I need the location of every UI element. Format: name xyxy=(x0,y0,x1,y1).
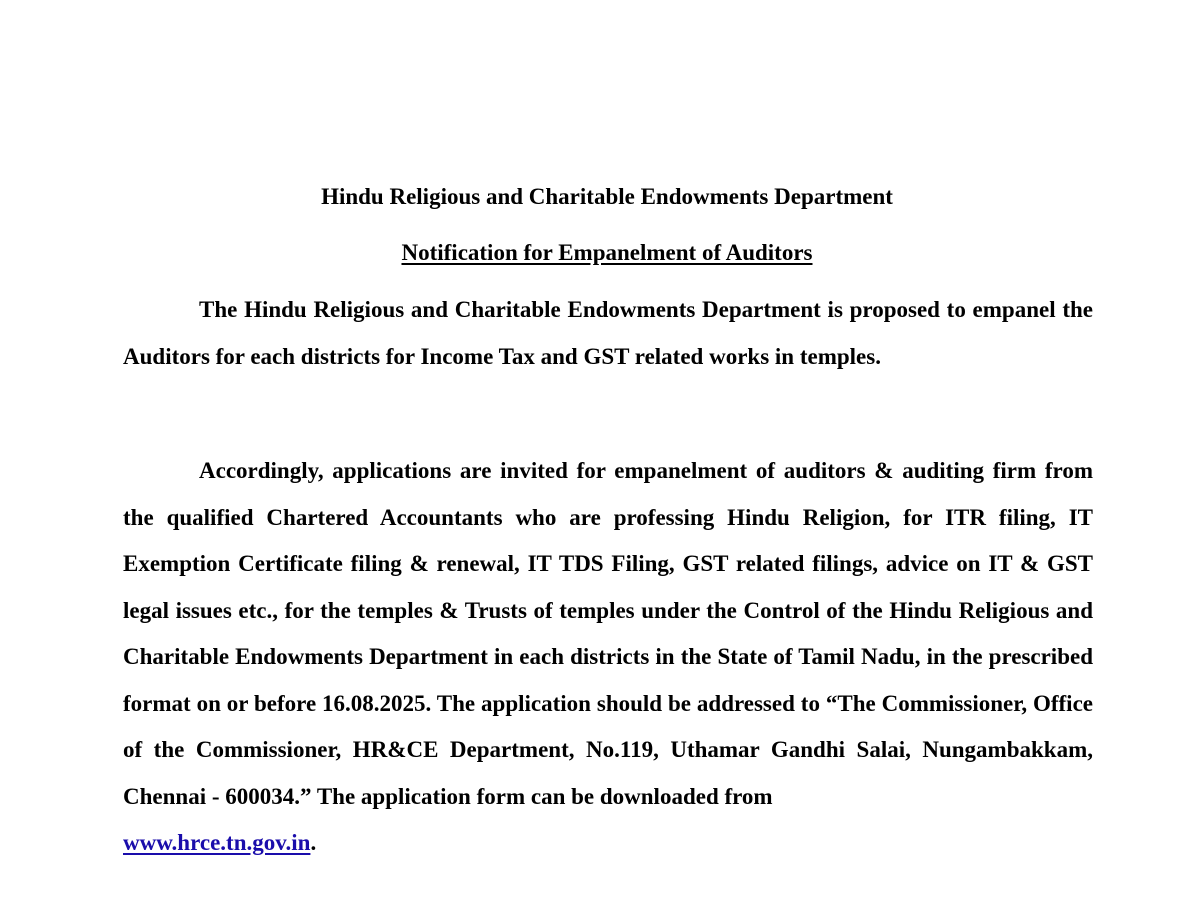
trailing-period: . xyxy=(310,830,317,855)
application-paragraph-text: Accordingly, applications are invited for empanelment of auditors & auditing firm from the qualified Chartered Accountants who are professing Hindu Religion, for ITR filing, IT Exemption Certificate filing & renewal, IT TDS Filing, GST related filings, advice on IT & GST legal issues etc., for the temples & Trusts of temples under the Control of the Hindu Religious and Charitable Endowments Department in each districts in the State of Tamil Nadu, in the prescribed format on or before 16.08.2025. The application should be addressed to “The Commissioner, Office of the Commissioner, HR&CE Department, No.119, Uthamar Gandhi Salai, Nungambakkam, Chennai - 600034.” The application form can be downloaded from xyxy=(123,458,1093,809)
department-title: Hindu Religious and Charitable Endowments Department xyxy=(321,184,893,209)
application-paragraph xyxy=(123,448,1093,867)
notification-title: Notification for Empanelment of Auditors xyxy=(401,240,813,265)
intro-paragraph: The Hindu Religious and Charitable Endowments Department is proposed to empanel the Auditors for each districts for Income Tax and GST related works in temples. xyxy=(123,297,1093,369)
website-link[interactable]: www.hrce.tn.gov.in xyxy=(123,830,311,855)
